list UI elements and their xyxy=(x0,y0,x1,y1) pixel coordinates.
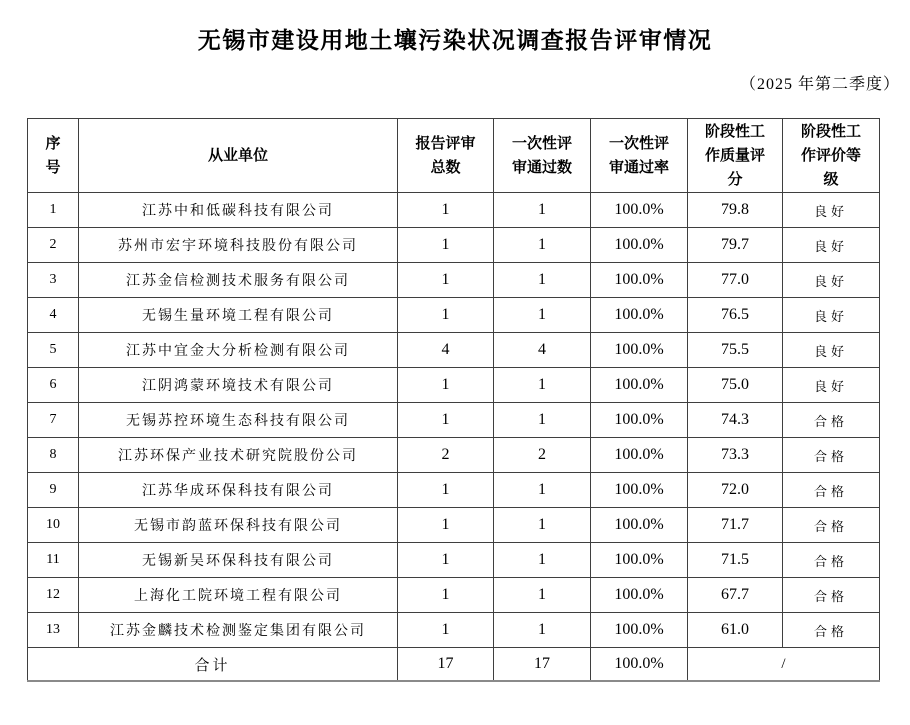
report-total: 1 xyxy=(398,543,494,578)
report-total: 1 xyxy=(398,368,494,403)
pass-rate: 100.0% xyxy=(591,193,688,228)
column-header-0: 序号 xyxy=(28,119,79,193)
pass-count: 1 xyxy=(494,473,591,508)
unit-name: 无锡市韵蓝环保科技有限公司 xyxy=(79,508,398,543)
evaluation-grade: 良好 xyxy=(783,333,880,368)
pass-rate: 100.0% xyxy=(591,543,688,578)
table-row xyxy=(28,473,880,508)
pass-rate: 100.0% xyxy=(591,508,688,543)
report-total: 1 xyxy=(398,228,494,263)
report-total: 2 xyxy=(398,438,494,473)
column-header-1: 从业单位 xyxy=(79,119,398,193)
unit-name: 无锡新吴环保科技有限公司 xyxy=(79,543,398,578)
pass-count: 1 xyxy=(494,298,591,333)
evaluation-grade: 合格 xyxy=(783,613,880,648)
page-title: 无锡市建设用地土壤污染状况调查报告评审情况 xyxy=(197,27,713,53)
table-row xyxy=(28,508,880,543)
table-row xyxy=(28,543,880,578)
table-row xyxy=(28,578,880,613)
unit-name: 江苏金信检测技术服务有限公司 xyxy=(79,263,398,298)
pass-count: 1 xyxy=(494,193,591,228)
page-subtitle: （2025 年第二季度） xyxy=(739,76,900,93)
total-slash: / xyxy=(688,648,880,682)
quality-score: 71.5 xyxy=(688,543,783,578)
report-total: 1 xyxy=(398,193,494,228)
row-number: 3 xyxy=(28,263,79,298)
report-total: 1 xyxy=(398,578,494,613)
total-pass-rate: 100.0% xyxy=(591,648,688,682)
evaluation-grade: 合格 xyxy=(783,403,880,438)
table-row xyxy=(28,333,880,368)
row-number: 6 xyxy=(28,368,79,403)
quality-score: 61.0 xyxy=(688,613,783,648)
pass-count: 1 xyxy=(494,578,591,613)
pass-count: 1 xyxy=(494,543,591,578)
quality-score: 73.3 xyxy=(688,438,783,473)
evaluation-grade: 良好 xyxy=(783,263,880,298)
document-page xyxy=(0,22,910,682)
table-row xyxy=(28,613,880,648)
quality-score: 67.7 xyxy=(688,578,783,613)
report-total: 1 xyxy=(398,403,494,438)
unit-name: 无锡生量环境工程有限公司 xyxy=(79,298,398,333)
quality-score: 71.7 xyxy=(688,508,783,543)
pass-rate: 100.0% xyxy=(591,578,688,613)
row-number: 10 xyxy=(28,508,79,543)
column-header-4: 一次性评审通过率 xyxy=(591,119,688,193)
quality-score: 72.0 xyxy=(688,473,783,508)
evaluation-grade: 合格 xyxy=(783,578,880,613)
quality-score: 74.3 xyxy=(688,403,783,438)
pass-count: 1 xyxy=(494,368,591,403)
report-total: 1 xyxy=(398,508,494,543)
row-number: 13 xyxy=(28,613,79,648)
evaluation-grade: 良好 xyxy=(783,228,880,263)
pass-rate: 100.0% xyxy=(591,368,688,403)
evaluation-grade: 良好 xyxy=(783,298,880,333)
review-table xyxy=(27,118,880,682)
evaluation-grade: 合格 xyxy=(783,473,880,508)
column-header-6: 阶段性工作评价等级 xyxy=(783,119,880,193)
row-number: 5 xyxy=(28,333,79,368)
total-row xyxy=(28,648,880,682)
pass-rate: 100.0% xyxy=(591,613,688,648)
pass-count: 1 xyxy=(494,228,591,263)
unit-name: 无锡苏控环境生态科技有限公司 xyxy=(79,403,398,438)
unit-name: 苏州市宏宇环境科技股份有限公司 xyxy=(79,228,398,263)
quality-score: 77.0 xyxy=(688,263,783,298)
row-number: 9 xyxy=(28,473,79,508)
unit-name: 江苏中和低碳科技有限公司 xyxy=(79,193,398,228)
pass-rate: 100.0% xyxy=(591,298,688,333)
table-row xyxy=(28,438,880,473)
unit-name: 江苏金麟技术检测鉴定集团有限公司 xyxy=(79,613,398,648)
pass-count: 1 xyxy=(494,613,591,648)
row-number: 12 xyxy=(28,578,79,613)
table-row xyxy=(28,193,880,228)
row-number: 2 xyxy=(28,228,79,263)
evaluation-grade: 合格 xyxy=(783,543,880,578)
pass-count: 1 xyxy=(494,508,591,543)
pass-rate: 100.0% xyxy=(591,333,688,368)
column-header-3: 一次性评审通过数 xyxy=(494,119,591,193)
row-number: 11 xyxy=(28,543,79,578)
row-number: 8 xyxy=(28,438,79,473)
quality-score: 79.8 xyxy=(688,193,783,228)
evaluation-grade: 良好 xyxy=(783,193,880,228)
pass-count: 1 xyxy=(494,403,591,438)
unit-name: 江苏环保产业技术研究院股份公司 xyxy=(79,438,398,473)
pass-rate: 100.0% xyxy=(591,228,688,263)
unit-name: 江阴鸿蒙环境技术有限公司 xyxy=(79,368,398,403)
row-number: 1 xyxy=(28,193,79,228)
pass-count: 1 xyxy=(494,263,591,298)
report-total: 1 xyxy=(398,613,494,648)
table-row xyxy=(28,263,880,298)
evaluation-grade: 合格 xyxy=(783,508,880,543)
quality-score: 76.5 xyxy=(688,298,783,333)
table-row xyxy=(28,298,880,333)
report-total: 1 xyxy=(398,473,494,508)
evaluation-grade: 合格 xyxy=(783,438,880,473)
unit-name: 江苏华成环保科技有限公司 xyxy=(79,473,398,508)
column-header-5: 阶段性工作质量评分 xyxy=(688,119,783,193)
table-row xyxy=(28,368,880,403)
report-total: 1 xyxy=(398,263,494,298)
pass-rate: 100.0% xyxy=(591,263,688,298)
total-pass-count: 17 xyxy=(494,648,591,682)
quality-score: 75.0 xyxy=(688,368,783,403)
report-total: 4 xyxy=(398,333,494,368)
evaluation-grade: 良好 xyxy=(783,368,880,403)
pass-rate: 100.0% xyxy=(591,438,688,473)
table-header-row xyxy=(28,119,880,193)
table-row xyxy=(28,228,880,263)
total-report-count: 17 xyxy=(398,648,494,682)
pass-rate: 100.0% xyxy=(591,473,688,508)
unit-name: 江苏中宜金大分析检测有限公司 xyxy=(79,333,398,368)
table-row xyxy=(28,403,880,438)
row-number: 7 xyxy=(28,403,79,438)
unit-name: 上海化工院环境工程有限公司 xyxy=(79,578,398,613)
pass-count: 4 xyxy=(494,333,591,368)
pass-rate: 100.0% xyxy=(591,403,688,438)
row-number: 4 xyxy=(28,298,79,333)
report-total: 1 xyxy=(398,298,494,333)
pass-count: 2 xyxy=(494,438,591,473)
quality-score: 79.7 xyxy=(688,228,783,263)
quality-score: 75.5 xyxy=(688,333,783,368)
column-header-2: 报告评审总数 xyxy=(398,119,494,193)
total-label: 合计 xyxy=(28,648,398,682)
